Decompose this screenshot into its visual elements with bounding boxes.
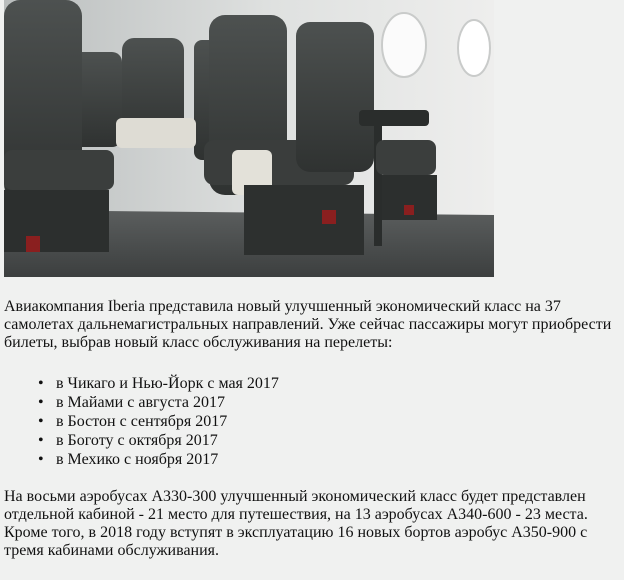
list-item [0,374,600,393]
bullet-icon: • [38,451,44,468]
cabin-seats-photo [4,0,494,277]
bullet-icon: • [38,432,44,449]
bullet-icon: • [38,413,44,430]
bullet-icon: • [38,394,44,411]
routes-list [0,374,600,469]
list-item [0,393,600,412]
list-item [0,431,600,450]
route-text: в Боготу с октября 2017 [56,432,218,449]
intro-paragraph: Авиакомпания Iberia представила новый улучшенный экономический класс на 37 самолетах дальнемагистральных направлений. Уже сейчас пассажиры могут приобрести билеты, выбрав новый класс обслуживания на перелеты: [4,298,612,351]
route-text: в Чикаго и Нью-Йорк с мая 2017 [56,375,279,392]
route-text: в Майами с августа 2017 [56,394,225,411]
route-text: в Мехико с ноября 2017 [56,451,219,468]
list-item [0,450,600,469]
outro-paragraph: На восьми аэробусах A330-300 улучшенный экономический класс будет представлен отдельной кабиной - 21 место для путешествия, на 13 аэробусах A340-600 - 23 места. Кроме того, в 2018 году вступят в эксплуатацию 16 новых бортов аэробус A350-900 с тремя кабинами обслуживания. [4,488,588,559]
list-item [0,412,600,431]
bullet-icon: • [38,375,44,392]
route-text: в Бостон с сентября 2017 [56,413,228,430]
